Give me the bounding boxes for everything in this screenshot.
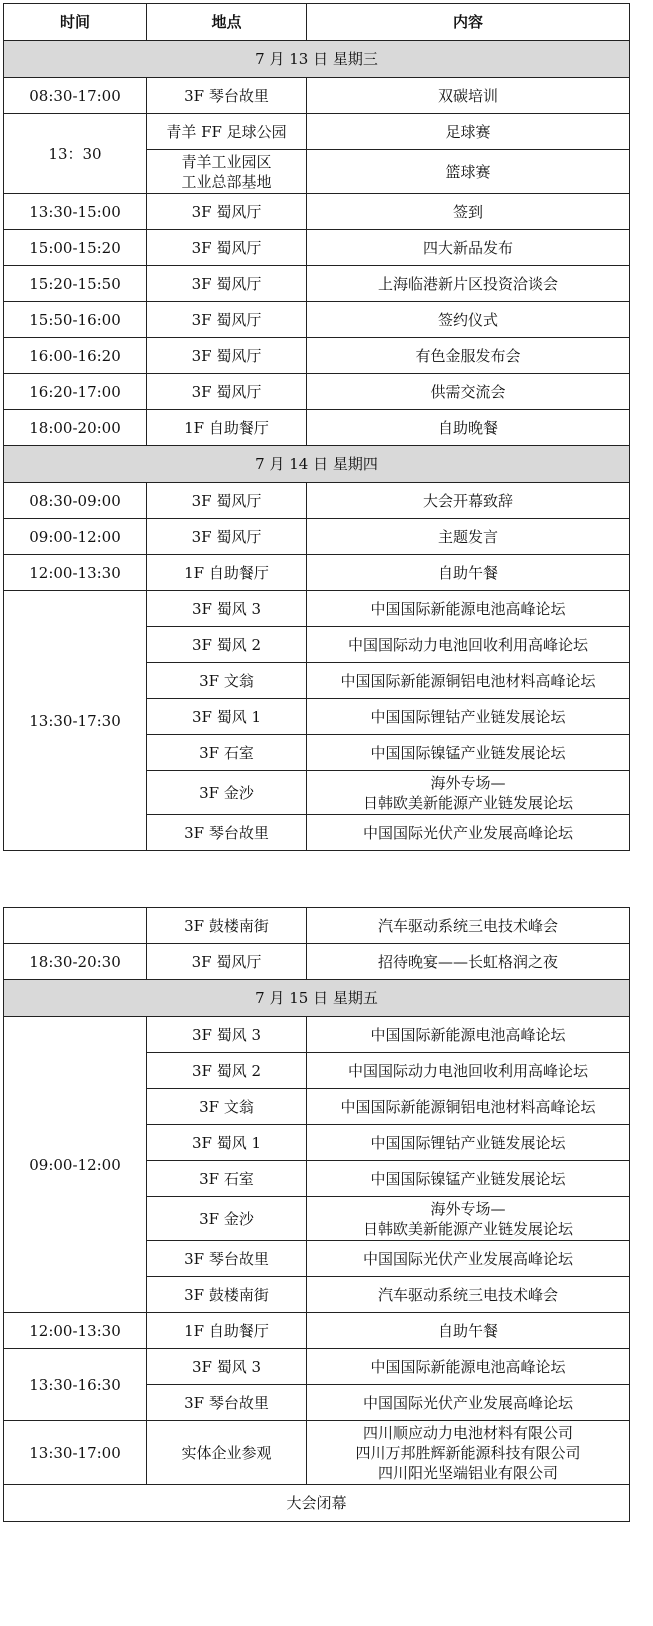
place-cell: 3F 蜀风 3 <box>147 1349 307 1385</box>
time-cell: 13:30-17:00 <box>4 1421 147 1485</box>
place-cell: 3F 鼓楼南街 <box>147 1277 307 1313</box>
content-cell: 汽车驱动系统三电技术峰会 <box>307 1277 630 1313</box>
time-cell: 13:30-15:00 <box>4 194 147 230</box>
content-cell: 中国国际镍锰产业链发展论坛 <box>307 1161 630 1197</box>
content-cell: 供需交流会 <box>307 374 630 410</box>
day-header-row <box>4 446 630 483</box>
time-cell: 16:20-17:00 <box>4 374 147 410</box>
place-cell: 3F 蜀风 2 <box>147 1053 307 1089</box>
place-cell: 3F 石室 <box>147 1161 307 1197</box>
header-time: 时间 <box>4 4 147 41</box>
schedule-table-part1 <box>3 3 630 851</box>
table-row <box>4 114 630 150</box>
place-cell: 3F 蜀风 1 <box>147 1125 307 1161</box>
time-cell: 18:30-20:30 <box>4 944 147 980</box>
table-row <box>4 230 630 266</box>
place-cell: 3F 金沙 <box>147 771 307 815</box>
header-place: 地点 <box>147 4 307 41</box>
content-cell: 自助午餐 <box>307 555 630 591</box>
content-cell <box>307 771 630 815</box>
header-row <box>4 4 630 41</box>
table-row <box>4 555 630 591</box>
content-cell: 篮球赛 <box>307 150 630 194</box>
table-row <box>4 908 630 944</box>
company-name: 四川万邦胜辉新能源科技有限公司 <box>355 1443 581 1462</box>
table-row <box>4 519 630 555</box>
table-row <box>4 1421 630 1485</box>
content-cell: 大会开幕致辞 <box>307 483 630 519</box>
content-cell: 足球赛 <box>307 114 630 150</box>
content-lines: 海外专场— 日韩欧美新能源产业链发展论坛 <box>362 1199 573 1238</box>
place-cell: 3F 蜀风厅 <box>147 266 307 302</box>
place-cell: 1F 自助餐厅 <box>147 1313 307 1349</box>
content-cell: 中国国际新能源电池高峰论坛 <box>307 1017 630 1053</box>
content-lines: 海外专场— 日韩欧美新能源产业链发展论坛 <box>362 773 573 812</box>
time-cell <box>4 908 147 944</box>
place-cell: 3F 蜀风厅 <box>147 194 307 230</box>
content-cell: 招待晚宴——长虹格润之夜 <box>307 944 630 980</box>
content-cell: 中国国际光伏产业发展高峰论坛 <box>307 1241 630 1277</box>
place-cell: 3F 鼓楼南街 <box>147 908 307 944</box>
table-row <box>4 410 630 446</box>
content-cell <box>307 1421 630 1485</box>
content-cell <box>307 1197 630 1241</box>
table-row <box>4 78 630 114</box>
place-cell: 3F 金沙 <box>147 1197 307 1241</box>
schedule-table-part2 <box>3 907 630 1522</box>
time-cell: 16:00-16:20 <box>4 338 147 374</box>
place-cell: 3F 蜀风厅 <box>147 944 307 980</box>
time-cell: 12:00-13:30 <box>4 1313 147 1349</box>
place-cell: 3F 蜀风 3 <box>147 591 307 627</box>
header-content: 内容 <box>307 4 630 41</box>
table-row <box>4 483 630 519</box>
content-cell: 中国国际锂钴产业链发展论坛 <box>307 1125 630 1161</box>
table-row <box>4 1313 630 1349</box>
content-cell: 中国国际锂钴产业链发展论坛 <box>307 699 630 735</box>
content-cell: 上海临港新片区投资洽谈会 <box>307 266 630 302</box>
place-cell: 3F 蜀风 1 <box>147 699 307 735</box>
place-cell: 3F 蜀风厅 <box>147 230 307 266</box>
table-row <box>4 266 630 302</box>
place-cell: 3F 蜀风厅 <box>147 519 307 555</box>
place-cell: 3F 琴台故里 <box>147 1385 307 1421</box>
time-cell: 08:30-09:00 <box>4 483 147 519</box>
place-cell: 3F 琴台故里 <box>147 78 307 114</box>
time-cell: 12:00-13:30 <box>4 555 147 591</box>
place-cell: 3F 琴台故里 <box>147 1241 307 1277</box>
closing-row <box>4 1485 630 1522</box>
time-cell: 08:30-17:00 <box>4 78 147 114</box>
place-cell: 3F 蜀风厅 <box>147 338 307 374</box>
place-cell: 青羊 FF 足球公园 <box>147 114 307 150</box>
content-cell: 中国国际镍锰产业链发展论坛 <box>307 735 630 771</box>
place-cell: 实体企业参观 <box>147 1421 307 1485</box>
company-name: 四川顺应动力电池材料有限公司 <box>362 1423 573 1442</box>
time-cell: 13：30 <box>4 114 147 194</box>
table-row <box>4 302 630 338</box>
company-name: 四川阳光坚端铝业有限公司 <box>377 1463 558 1482</box>
content-cell: 四大新品发布 <box>307 230 630 266</box>
table-row <box>4 1349 630 1385</box>
place-cell: 3F 蜀风厅 <box>147 302 307 338</box>
place-cell: 3F 蜀风 2 <box>147 627 307 663</box>
time-cell: 13:30-17:30 <box>4 591 147 851</box>
content-cell: 汽车驱动系统三电技术峰会 <box>307 908 630 944</box>
time-cell: 09:00-12:00 <box>4 519 147 555</box>
day-header-13: 7 月 13 日 星期三 <box>4 41 630 78</box>
place-cell: 3F 蜀风 3 <box>147 1017 307 1053</box>
time-cell: 15:00-15:20 <box>4 230 147 266</box>
content-cell: 自助晚餐 <box>307 410 630 446</box>
place-cell: 3F 文翁 <box>147 1089 307 1125</box>
table-row <box>4 1017 630 1053</box>
content-cell: 签到 <box>307 194 630 230</box>
day-header-14: 7 月 14 日 星期四 <box>4 446 630 483</box>
content-cell: 中国国际动力电池回收利用高峰论坛 <box>307 1053 630 1089</box>
place-cell: 3F 琴台故里 <box>147 815 307 851</box>
time-cell: 09:00-12:00 <box>4 1017 147 1313</box>
content-cell: 中国国际新能源电池高峰论坛 <box>307 1349 630 1385</box>
day-header-15: 7 月 15 日 星期五 <box>4 980 630 1017</box>
table-row <box>4 374 630 410</box>
place-cell: 1F 自助餐厅 <box>147 410 307 446</box>
place-cell: 3F 石室 <box>147 735 307 771</box>
content-cell: 中国国际新能源铜铝电池材料高峰论坛 <box>307 663 630 699</box>
content-cell: 中国国际新能源铜铝电池材料高峰论坛 <box>307 1089 630 1125</box>
place-line: 青羊工业园区 工业总部基地 <box>181 152 272 191</box>
table-row <box>4 338 630 374</box>
table-row <box>4 591 630 627</box>
closing-cell: 大会闭幕 <box>4 1485 630 1522</box>
day-header-row <box>4 41 630 78</box>
content-cell: 主题发言 <box>307 519 630 555</box>
table-row <box>4 194 630 230</box>
content-cell: 自助午餐 <box>307 1313 630 1349</box>
day-header-row <box>4 980 630 1017</box>
content-cell: 中国国际光伏产业发展高峰论坛 <box>307 815 630 851</box>
content-cell: 签约仪式 <box>307 302 630 338</box>
table-row <box>4 944 630 980</box>
time-cell: 15:50-16:00 <box>4 302 147 338</box>
place-cell <box>147 150 307 194</box>
time-cell: 18:00-20:00 <box>4 410 147 446</box>
place-cell: 3F 文翁 <box>147 663 307 699</box>
place-cell: 1F 自助餐厅 <box>147 555 307 591</box>
content-cell: 中国国际光伏产业发展高峰论坛 <box>307 1385 630 1421</box>
content-cell: 有色金服发布会 <box>307 338 630 374</box>
place-cell: 3F 蜀风厅 <box>147 374 307 410</box>
time-cell: 15:20-15:50 <box>4 266 147 302</box>
content-cell: 中国国际动力电池回收利用高峰论坛 <box>307 627 630 663</box>
time-cell: 13:30-16:30 <box>4 1349 147 1421</box>
place-cell: 3F 蜀风厅 <box>147 483 307 519</box>
content-cell: 中国国际新能源电池高峰论坛 <box>307 591 630 627</box>
content-cell: 双碳培训 <box>307 78 630 114</box>
